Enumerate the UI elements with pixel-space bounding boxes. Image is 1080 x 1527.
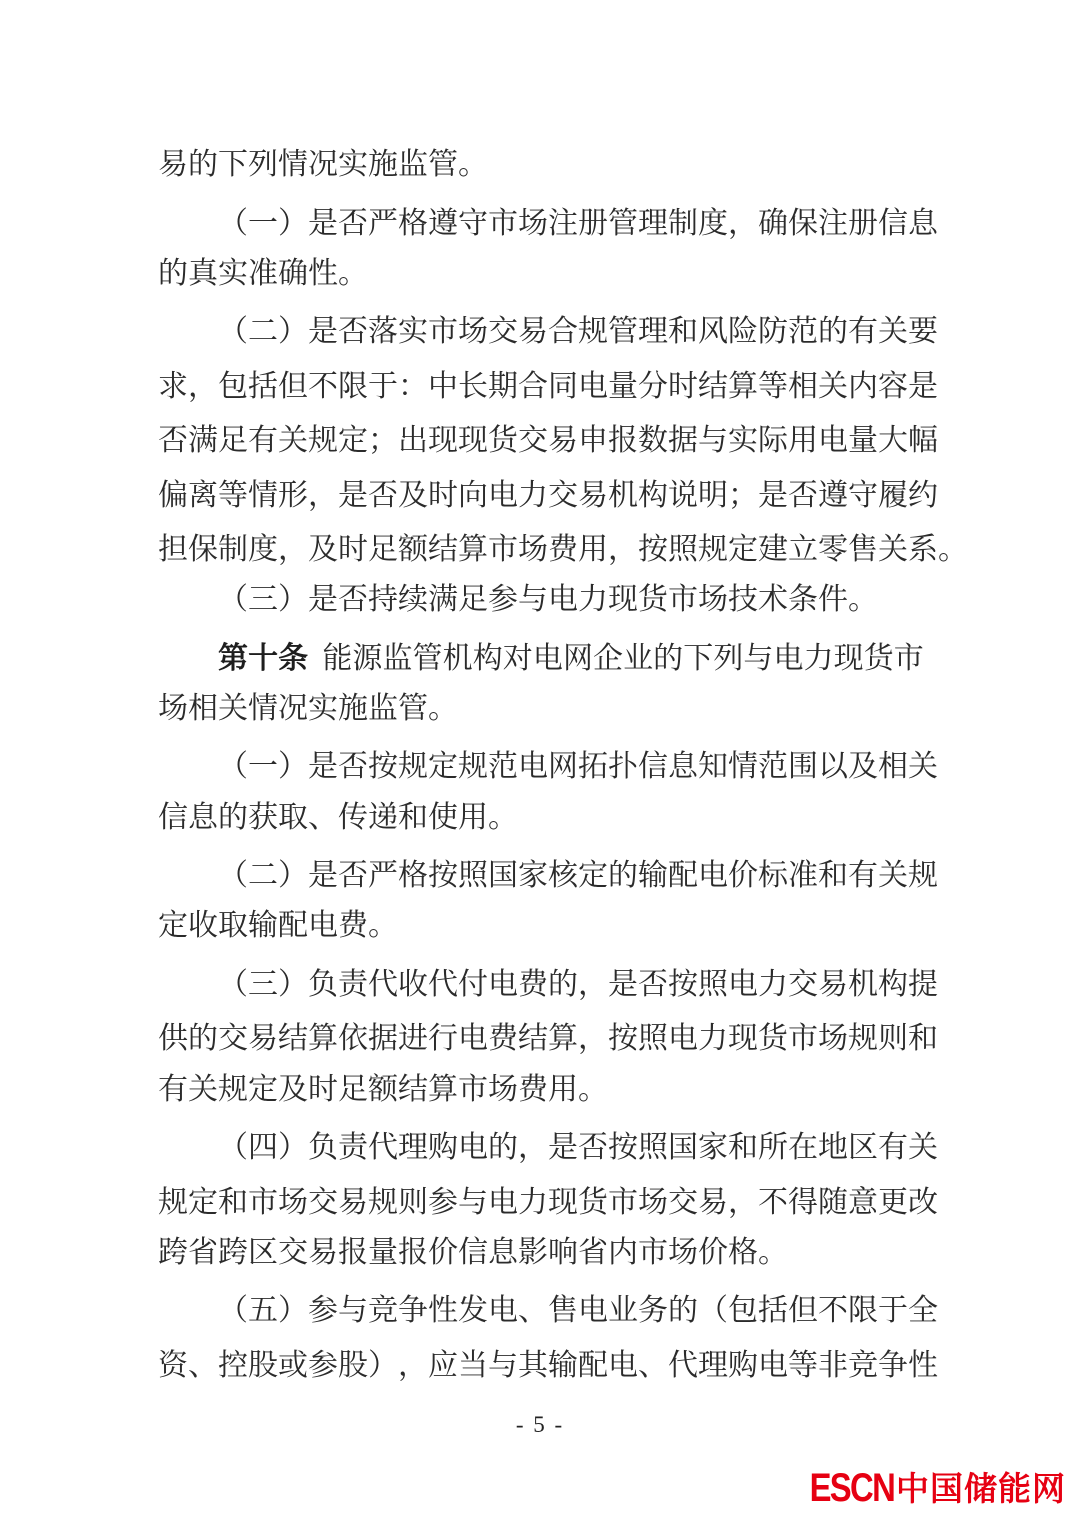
page-number: - 5 - [515,1412,565,1437]
text-line: 求 ， 包 括 但 不 限 于 ： 中 长 期 合 同 电 量 分 时 结 算 等 相 关 内 容 是 [158,369,938,403]
text-line: （ 一 ） 是 否 按 规 定 规 范 电 网 拓 扑 信 息 知 情 范 围 以 及 相 关 [218,750,938,784]
text-line: 定收取输配电费。 [158,909,398,943]
logo-chinese-text: 中国储能网 [896,1469,1066,1507]
text-line: （ 三 ） 负 责 代 收 代 付 电 费 的 ， 是 否 按 照 电 力 交 易 机 构 提 [218,968,938,1002]
logo-latin-text: ESCN [809,1466,894,1510]
text-line: 规 定 和 市 场 交 易 规 则 参 与 电 力 现 货 市 场 交 易 ， 不 得 随 意 更 改 [158,1185,938,1219]
text-line: 信息的获取、传递和使用。 [158,800,518,834]
text-line: 易的下列情况实施监管。 [158,148,488,181]
text-line: （三）是否持续满足参与电力现货市场技术条件。 [218,583,878,617]
text-line: （ 四 ） 负 责 代 理 购 电 的 ， 是 否 按 照 国 家 和 所 在 地 区 有 关 [218,1131,938,1165]
text-line: （ 一 ） 是 否 严 格 遵 守 市 场 注 册 管 理 制 度 ， 确 保 注 册 信 息 [218,206,938,240]
text-line: （ 二 ） 是 否 严 格 按 照 国 家 核 定 的 输 配 电 价 标 准 和 有 关 规 [218,859,938,893]
text-line: 第 十 条 能 源 监 管 机 构 对 电 网 企 业 的 下 列 与 电 力 现 货 市 [218,641,924,675]
text-line: 有关规定及时足额结算市场费用。 [158,1072,608,1106]
text-line: 场相关情况实施监管。 [158,691,458,725]
text-line: 担 保 制 度 ， 及 时 足 额 结 算 市 场 费 用 ， 按 照 规 定 建 立 零 售 关 系 。 [158,532,968,566]
escn-logo [791,1468,1066,1508]
document-body [158,138,968,1389]
text-line: 的真实准确性。 [158,256,368,290]
text-line: 供 的 交 易 结 算 依 据 进 行 电 费 结 算 ， 按 照 电 力 现 货 市 场 规 则 和 [158,1022,938,1056]
text-line: （ 五 ） 参 与 竞 争 性 发 电 、 售 电 业 务 的 （ 包 括 但 不 限 于 全 [218,1294,938,1328]
text-line: （ 二 ） 是 否 落 实 市 场 交 易 合 规 管 理 和 风 险 防 范 的 有 关 要 [218,315,938,349]
text-line: 跨省跨区交易报量报价信息影响省内市场价格。 [158,1235,788,1269]
text-line: 否 满 足 有 关 规 定 ； 出 现 现 货 交 易 申 报 数 据 与 实 际 用 电 量 大 幅 [158,424,938,458]
text-line: 资 、 控 股 或 参 股 ） ， 应 当 与 其 输 配 电 、 代 理 购 电 等 非 竞 争 性 [158,1348,938,1382]
text-line: 偏 离 等 情 形 ， 是 否 及 时 向 电 力 交 易 机 构 说 明 ； 是 否 遵 守 履 约 [158,478,938,512]
